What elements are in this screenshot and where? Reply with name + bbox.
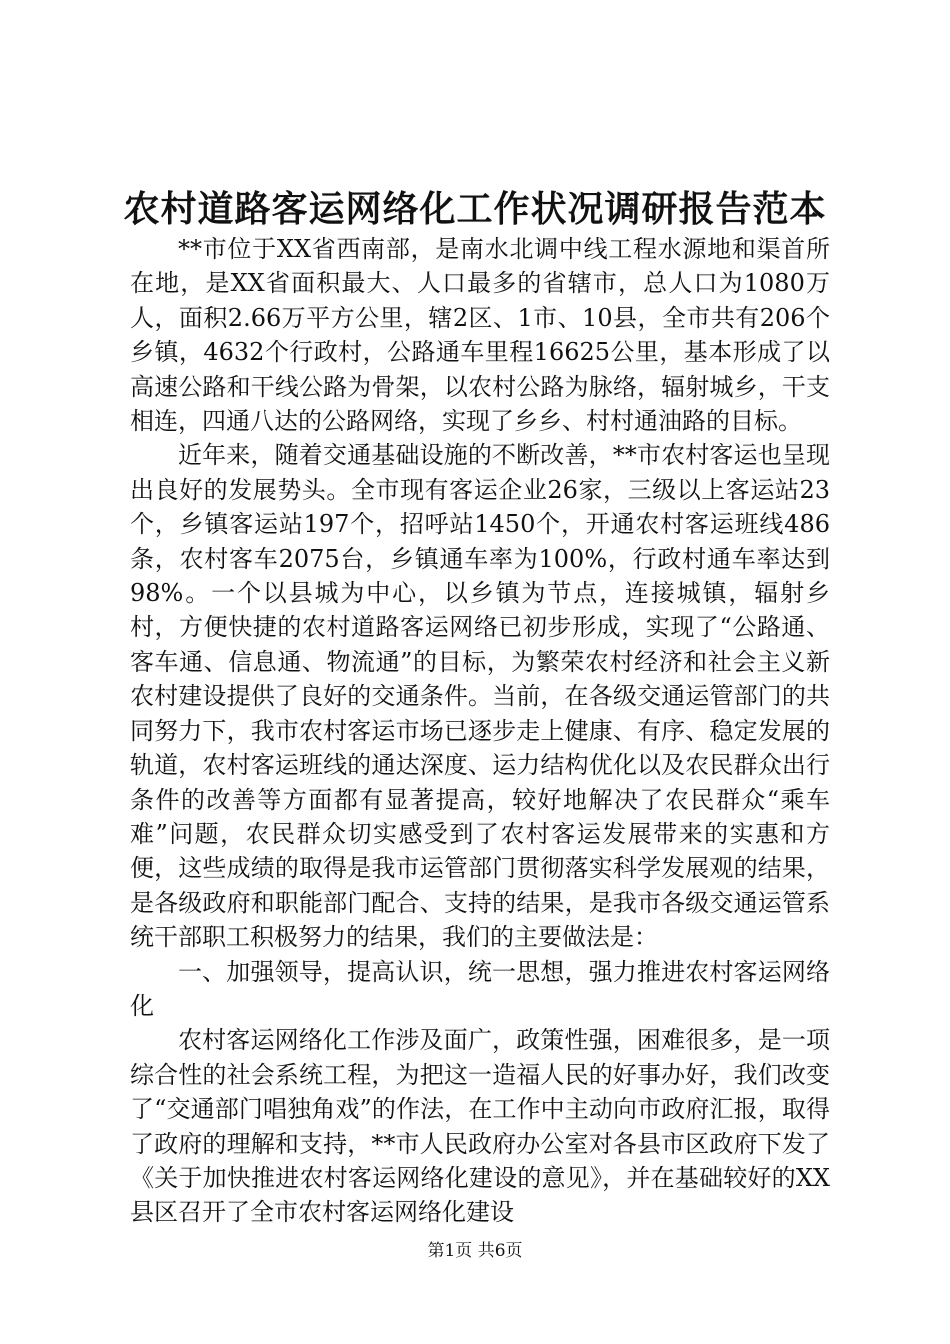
paragraph-network-work: 农村客运网络化工作涉及面广，政策性强，困难很多，是一项综合性的社会系统工程，为把这一造福人民的好事办好，我们改变了“交通部门唱独角戏”的作法，在工作中主动向市政府汇报，取得了政府的理解和支持，**市人民政府办公室对各县市区政府下发了《关于加快推进农村客运网络化建设的意见》，并在基础较好的XX县区召开了全市农村客运网络化建设	[130, 1026, 830, 1227]
section-heading-1: 一、加强领导，提高认识，统一思想，强力推进农村客运网络化	[130, 957, 830, 1020]
document-body	[130, 232, 830, 1230]
paragraph-recent-years: 近年来，随着交通基础设施的不断改善，**市农村客运也呈现出良好的发展势头。全市现有客运企业26家，三级以上客运站23个，乡镇客运站197个，招呼站1450个，开通农村客运班线486条，农村客车2075台，乡镇通车率为100%，行政村通车率达到98%。一个以县城为中心，以乡镇为节点，连接城镇，辐射乡村，方便快捷的农村道路客运网络已初步形成，实现了“公路通、客车通、信息通、物流通”的目标，为繁荣农村经济和社会主义新农村建设提供了良好的交通条件。当前，在各级交通运管部门的共同努力下，我市农村客运市场已逐步走上健康、有序、稳定发展的轨道，农村客运班线的通达深度、运力结构优化以及农民群众出行条件的改善等方面都有显著提高，较好地解决了农民群众“乘车难”问题，农民群众切实感受到了农村客运发展带来的实惠和方便，这些成绩的取得是我市运管部门贯彻落实科学发展观的结果，是各级政府和职能部门配合、支持的结果，是我市各级交通运管系统干部职工积极努力的结果，我们的主要做法是：	[130, 441, 830, 952]
page-footer: 第1页 共6页	[427, 1241, 523, 1261]
paragraph-intro: **市位于XX省西南部，是南水北调中线工程水源地和渠首所在地，是XX省面积最大、人口最多的省辖市，总人口为1080万人，面积2.66万平方公里，辖2区、1市、10县，全市共有206个乡镇，4632个行政村，公路通车里程16625公里，基本形成了以高速公路和干线公路为骨架，以农村公路为脉络，辐射城乡，干支相连，四通八达的公路网络，实现了乡乡、村村通油路的目标。	[130, 235, 830, 436]
document-title: 农村道路客运网络化工作状况调研报告范本	[123, 188, 827, 230]
